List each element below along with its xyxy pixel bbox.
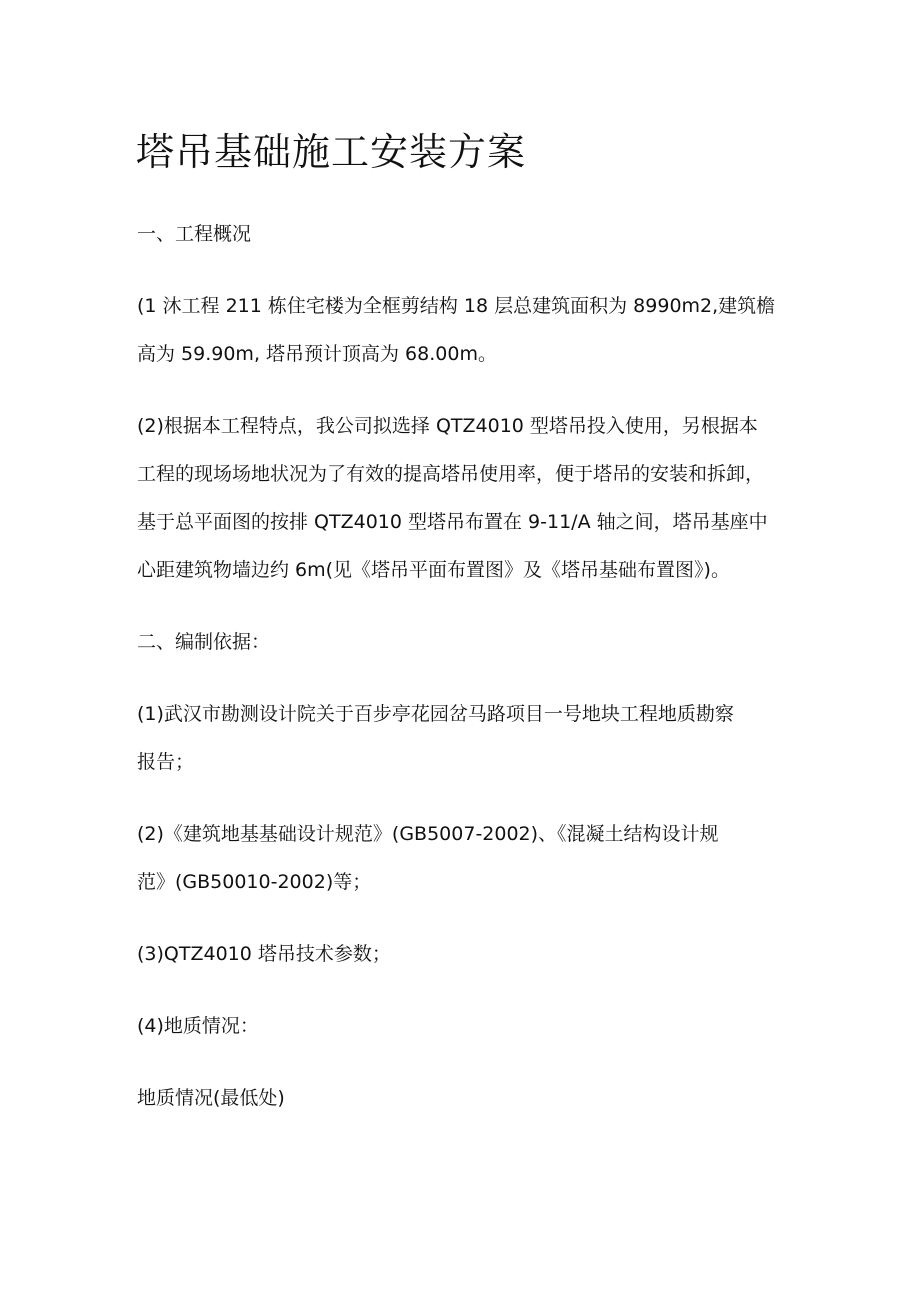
section-heading-basis: 二、编制依据： (137, 631, 271, 653)
geology-subheading: 地质情况(最低处) (137, 1087, 285, 1109)
document-title: 塔吊基础施工安装方案 (136, 130, 527, 174)
paragraph-2-line-1: (2)根据本工程特点，我公司拟选择 QTZ4010 型塔吊投入使用，另根据本 (137, 415, 758, 437)
basis-item-1-line-1: (1)武汉市勘测设计院关于百步亭花园岔马路项目一号地块工程地质勘察 (137, 703, 734, 725)
basis-item-4: (4)地质情况： (137, 1015, 259, 1037)
basis-item-2-line-1: (2)《建筑地基基础设计规范》(GB5007-2002)、《混凝土结构设计规 (137, 823, 719, 845)
paragraph-1-line-2: 高为 59.90m, 塔吊预计顶高为 68.00m。 (137, 343, 497, 365)
paragraph-1-line-1: (1 沐工程 211 栋住宅楼为全框剪结构 18 层总建筑面积为 8990m2,建筑檐 (137, 295, 776, 317)
section-heading-project-overview: 一、工程概况 (137, 223, 252, 245)
paragraph-2-line-3: 基于总平面图的按排 QTZ4010 型塔吊布置在 9-11/A 轴之间，塔吊基座中 (137, 511, 768, 533)
basis-item-2-line-2: 范》(GB50010-2002)等； (137, 871, 372, 893)
paragraph-2-line-4: 心距建筑物墙边约 6m(见《塔吊平面布置图》及《塔吊基础布置图》)。 (137, 559, 730, 581)
paragraph-2-line-2: 工程的现场场地状况为了有效的提高塔吊使用率，便于塔吊的安装和拆卸， (137, 463, 765, 485)
basis-item-1-line-2: 报告； (137, 751, 195, 773)
basis-item-3: (3)QTZ4010 塔吊技术参数； (137, 943, 391, 965)
